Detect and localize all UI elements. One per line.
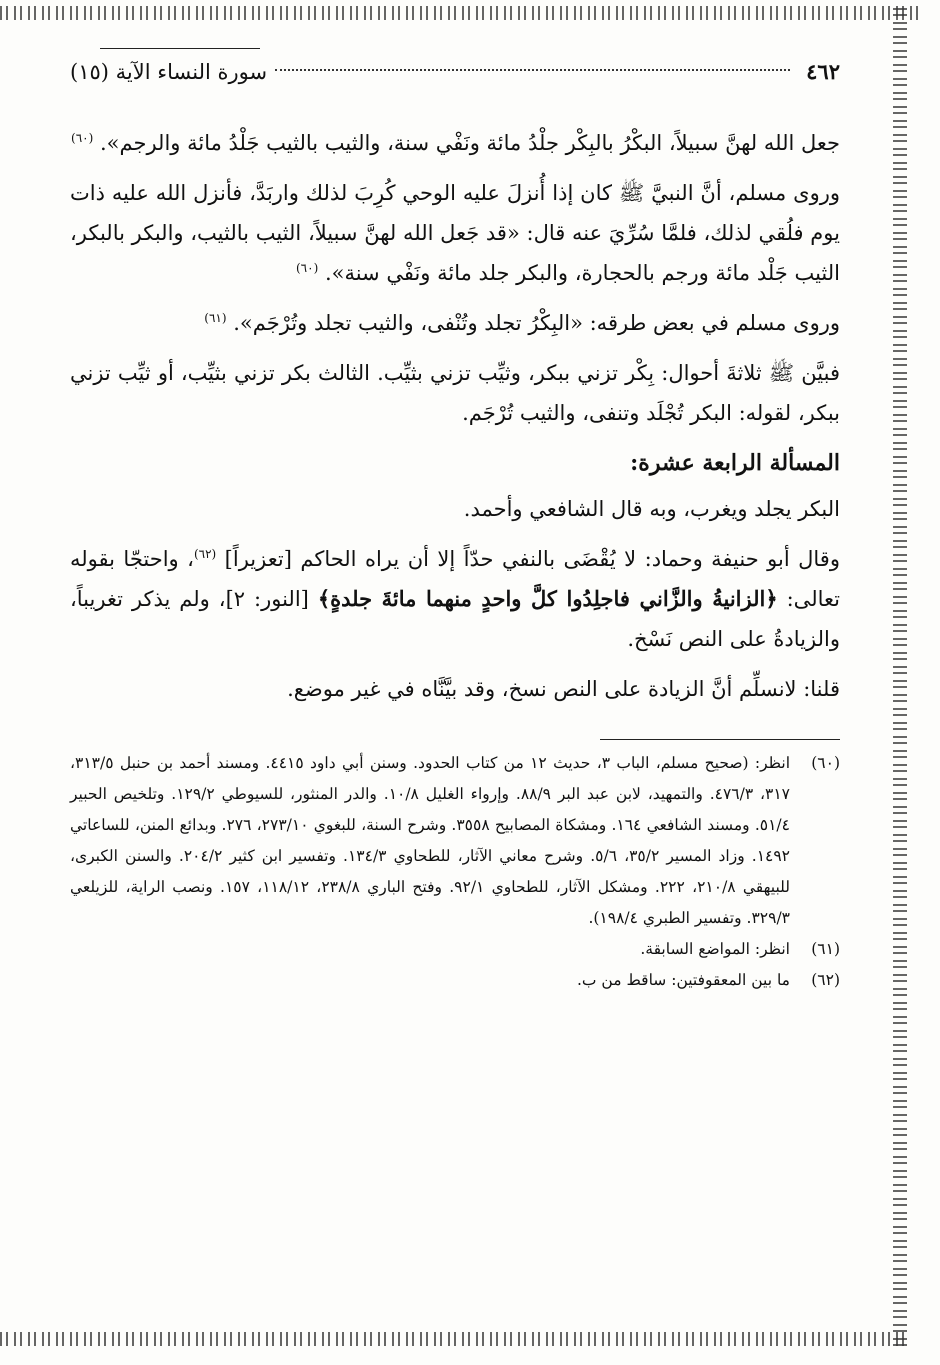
paragraph-7-lead: واحتجّا بقوله تعالى: <box>70 547 840 611</box>
paragraph-3-text: وروى مسلم في بعض طرقه: «البِكْرُ تجلد وتُنْفى، والثيب تجلد وتُرْجَم». <box>233 311 840 335</box>
paragraph-7-tail: [النور: ٢]، ولم يذكر تغريباً، والزيادةُ على النص نَسْخ. <box>70 587 840 651</box>
footnote-number: (٦٢) <box>811 971 840 989</box>
footnote-ref-62[interactable]: (٦٢) <box>193 547 217 561</box>
footnote-text: ما بين المعقوفتين: ساقط من ب. <box>576 971 790 989</box>
page-number: ٤٦٢ <box>806 59 840 84</box>
footnote-text: انظر: (صحيح مسلم، الباب ٣، حديث ١٢ من كتاب الحدود. وسنن أبي داود ٤٤١٥. ومسند أحمد بن حنبل ٣١٣/٥، ٣١٧، ٤٧٦/٣. والتمهيد، لابن عبد البر ٨٨/٩. وإرواء الغليل ١٠/٨. والدر المنثور، للسيوطي ١٢٩/٢. وتلخيص الحبير ٥١/٤. ومسند الشافعي ١٦٤. ومشكاة المصابيح ٣٥٥٨. وشرح السنة، للبغوي ٢٧٣/١٠، ٢٧٦. وبدائع المنن، للساعاتي ١٤٩٢. وزاد المسير ٣٥/٢، ٥/٦. وشرح معاني الآثار، للطحاوي ١٣٤/٣. وتفسير ابن كثير ٢٠٤/٢. والسنن الكبرى، للبيهقي ٢١٠/٨، ٢٢٢. ومشكل الآثار، للطحاوي ٩٢/١. وفتح الباري ٢٣٨/٨، ١١٨/١٢، ١٥٧. ونصب الراية، للزيلعي ٣٢٩/٣. وتفسير الطبري ١٩٨/٤). <box>70 754 791 927</box>
running-header <box>70 55 840 95</box>
top-ornamental-border <box>0 6 920 20</box>
bottom-ornamental-border <box>0 1332 910 1346</box>
paragraph-6 <box>70 539 840 659</box>
page-content <box>70 55 840 996</box>
section-heading: المسألة الرابعة عشرة: <box>630 450 840 476</box>
paragraph-5: البكر يجلد ويغرب، وبه قال الشافعي وأحمد. <box>463 497 840 521</box>
running-title: سورة النساء الآية (١٥) <box>70 60 268 84</box>
footnote-61 <box>70 934 840 965</box>
header-dotted-leader <box>275 69 790 71</box>
footnote-60 <box>70 748 840 934</box>
paragraph-1 <box>70 123 840 163</box>
paragraph-6-tail: ، <box>187 547 194 571</box>
header-faint-rule <box>100 48 260 49</box>
footnote-number: (٦٠) <box>811 754 840 772</box>
paragraph-2-text: وروى مسلم، أنَّ النبيَّ ﷺ كان إذا أُنزلَ عليه الوحي كُرِبَ لذلك واربَدَّ، فأنزل الله عليه ذات يوم فلُقي لذلك، فلمَّا سُرِّيَ عنه قال: «قد جَعل الله لهنَّ سبيلاً، الثيب بالثيب، والبكر بالبكر، الثيب جَلْد مائة ورجم بالحجارة، والبكر جلد مائة ونَفْي سنة». <box>70 181 840 285</box>
paragraph-2 <box>70 173 840 293</box>
paragraph-3 <box>70 303 840 343</box>
paragraph-8: قلنا: لانسلِّم أنَّ الزيادة على النص نسخ، وقد بيَّنَّاه في غير موضع. <box>287 677 840 701</box>
footnote-separator <box>600 739 840 740</box>
paragraph-6-text: وقال أبو حنيفة وحماد: لا يُقْضَى بالنفي حدّاً إلا أن يراه الحاكم [تعزيراً] <box>224 547 840 571</box>
footnote-ref-61[interactable]: (٦١) <box>204 311 227 325</box>
paragraph-1-text: جعل الله لهنَّ سبيلاً، البكْرُ بالبِكْر جلْدُ مائة ونَفْي سنة، والثيب بالثيب جَلْدُ مائة والرجم». <box>99 131 840 155</box>
footnote-number: (٦١) <box>811 940 840 958</box>
footnote-62 <box>70 965 840 996</box>
footnote-text: انظر: المواضع السابقة. <box>640 940 790 958</box>
footnote-ref-60[interactable]: (٦٠) <box>71 131 94 145</box>
right-ornamental-border <box>893 6 907 1346</box>
footnote-ref-60-b[interactable]: (٦٠) <box>295 261 319 275</box>
paragraph-4: فبيَّن ﷺ ثلاثةَ أحوال: بِكْر تزني ببكر، وثيِّب تزني بثيِّب. الثالث بكر تزني بثيِّب، أو ثيِّب تزني ببكر، لقوله: البكر تُجْلَد وتنفى، والثيب تُرْجَم. <box>70 361 840 425</box>
quran-verse: ﴿الزانيةُ والزَّاني فاجلِدُوا كلَّ واحدٍ منهما مائةَ جلدةٍ﴾ <box>317 586 778 611</box>
